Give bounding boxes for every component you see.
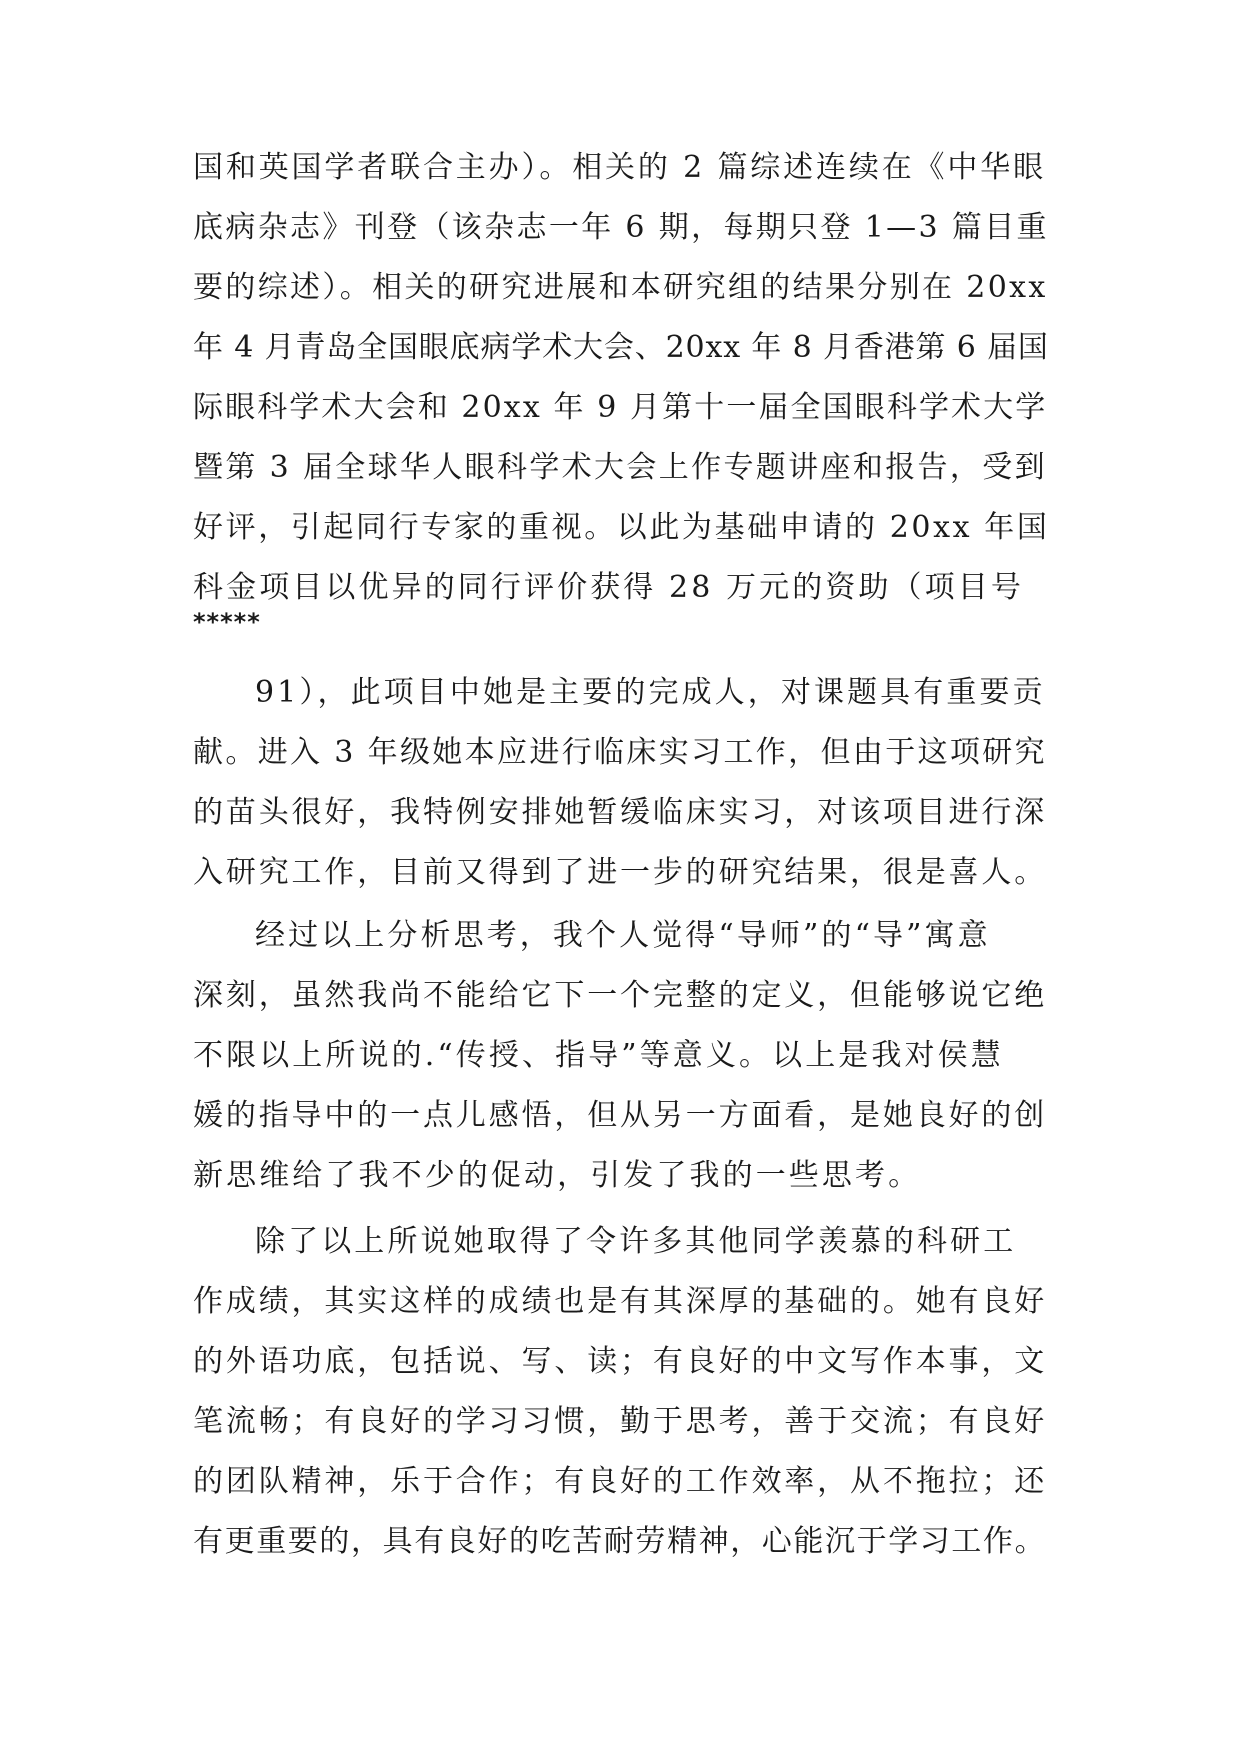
- text-line: 的外语功底，包括说、写、读；有良好的中文写作本事，文: [193, 1344, 1048, 1379]
- text-line: 际眼科学术大会和 20xx 年 9 月第十一届全国眼科学术大学: [193, 390, 1048, 425]
- text-line: 年 4 月青岛全国眼底病学术大会、20xx 年 8 月香港第 6 届国: [193, 330, 1049, 365]
- text-line: 经过以上分析思考，我个人觉得“导师”的“导”寓意: [255, 918, 991, 953]
- text-line: 笔流畅；有良好的学习习惯，勤于思考，善于交流；有良好: [193, 1404, 1048, 1439]
- text-line: 媛的指导中的一点儿感悟，但从另一方面看，是她良好的创: [193, 1098, 1048, 1133]
- text-line: 献。进入 3 年级她本应进行临床实习工作，但由于这项研究: [193, 735, 1047, 770]
- text-line: 科金项目以优异的同行评价获得 28 万元的资助（项目号: [193, 570, 1024, 605]
- text-line: 入研究工作，目前又得到了进一步的研究结果，很是喜人。: [193, 855, 1048, 890]
- text-line: 不限以上所说的.“传授、指导”等意义。以上是我对侯慧: [193, 1038, 1004, 1073]
- text-line: 暨第 3 届全球华人眼科学术大会上作专题讲座和报告，受到: [193, 450, 1047, 485]
- text-line: 国和英国学者联合主办）。相关的 2 篇综述连续在《中华眼: [193, 150, 1046, 185]
- text-line: 91），此项目中她是主要的完成人，对课题具有重要贡: [255, 675, 1046, 710]
- text-line: 深刻，虽然我尚不能给它下一个完整的定义，但能够说它绝: [193, 978, 1048, 1013]
- text-line: 的团队精神，乐于合作；有良好的工作效率，从不拖拉；还: [193, 1464, 1048, 1499]
- text-line: 新思维给了我不少的促动，引发了我的一些思考。: [193, 1158, 922, 1193]
- text-line: 有更重要的，具有良好的吃苦耐劳精神，心能沉于学习工作。: [193, 1524, 1047, 1559]
- text-line: 底病杂志》刊登（该杂志一年 6 期，每期只登 1—3 篇目重: [193, 210, 1049, 245]
- text-line: 要的综述）。相关的研究进展和本研究组的结果分别在 20xx: [193, 270, 1048, 305]
- text-line: 除了以上所说她取得了令许多其他同学羡慕的科研工: [255, 1224, 1017, 1259]
- redacted-project-number: *****: [193, 608, 261, 636]
- text-line: 好评，引起同行专家的重视。以此为基础申请的 20xx 年国: [193, 510, 1050, 545]
- text-line: 作成绩，其实这样的成绩也是有其深厚的基础的。她有良好: [193, 1284, 1048, 1319]
- text-line: 的苗头很好，我特例安排她暂缓临床实习，对该项目进行深: [193, 795, 1048, 830]
